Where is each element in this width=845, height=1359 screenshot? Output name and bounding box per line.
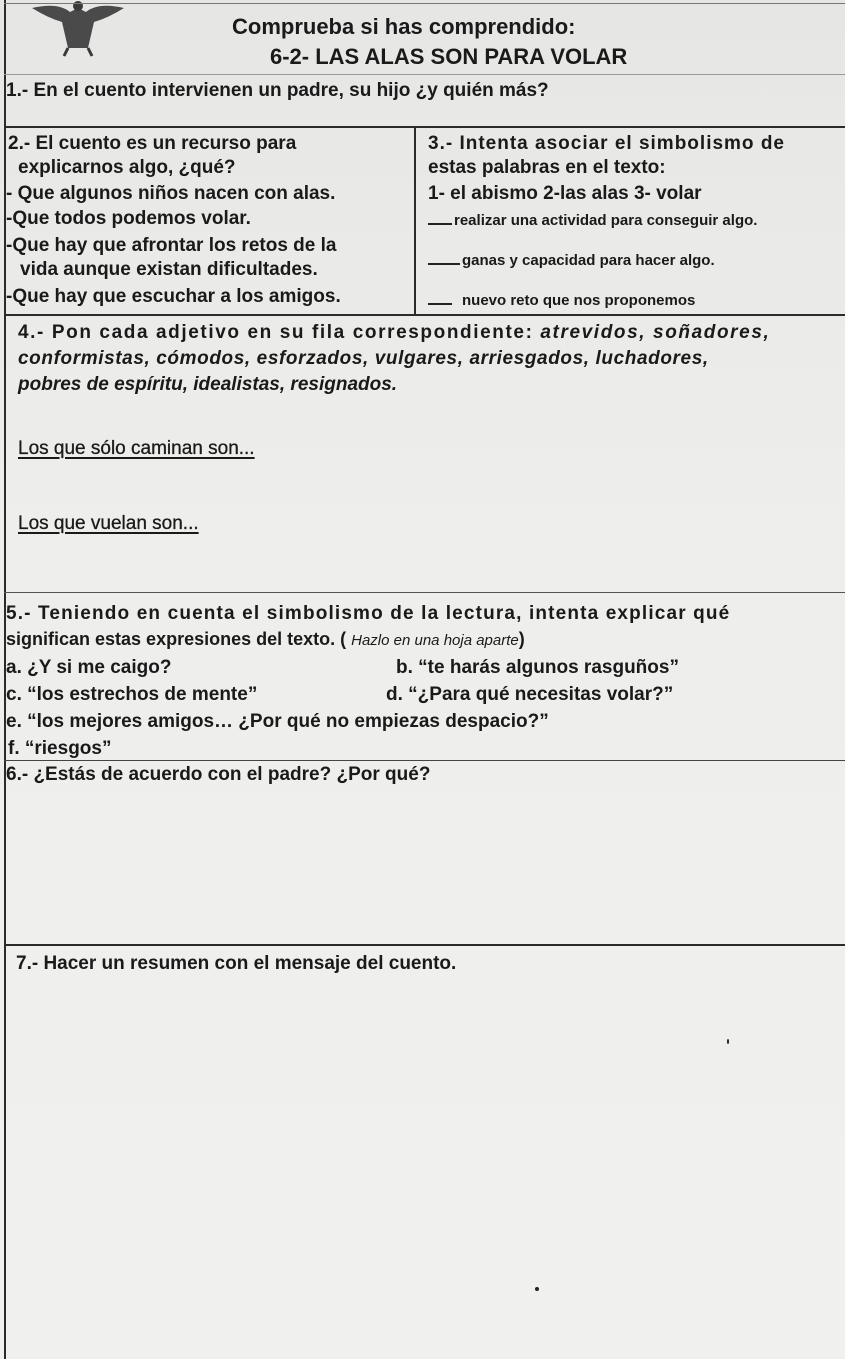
answer-blank[interactable] bbox=[428, 295, 452, 305]
q3-def-2: ganas y capacidad para hacer algo. bbox=[428, 250, 715, 272]
column-divider bbox=[414, 126, 416, 316]
q5-item-b: b. “te harás algunos rasguños” bbox=[396, 657, 679, 678]
q2-option-2: -Que todos podemos volar. bbox=[6, 208, 251, 229]
paper-speck bbox=[727, 1039, 729, 1044]
page-title: Comprueba si has comprendido: bbox=[232, 14, 576, 39]
q3-words: 1- el abismo 2-las alas 3- volar bbox=[428, 183, 702, 204]
q6-answer-area[interactable] bbox=[10, 792, 840, 942]
question-6: 6.- ¿Estás de acuerdo con el padre? ¿Por qué? bbox=[6, 764, 431, 785]
winged-figure-logo bbox=[28, 0, 128, 58]
flyers-label: Los que vuelan son... bbox=[18, 513, 199, 534]
question-2-line1: 2.- El cuento es un recurso para bbox=[8, 133, 297, 154]
top-border bbox=[4, 3, 845, 4]
divider bbox=[4, 592, 845, 593]
question-2-line2: explicarnos algo, ¿qué? bbox=[18, 157, 236, 178]
question-4-line3: pobres de espíritu, idealistas, resignados. bbox=[18, 374, 398, 395]
question-5-line2: significan estas expresiones del texto. ( Hazlo en una hoja aparte) bbox=[6, 629, 525, 649]
divider bbox=[4, 314, 845, 316]
divider bbox=[4, 74, 845, 75]
divider bbox=[4, 760, 845, 761]
q2-option-3: -Que hay que afrontar los retos de la bbox=[6, 235, 337, 256]
q5-item-d: d. “¿Para qué necesitas volar?” bbox=[386, 684, 674, 705]
q2-option-1: - Que algunos niños nacen con alas. bbox=[6, 183, 336, 204]
q2-option-3-cont: vida aunque existan dificultades. bbox=[20, 259, 318, 280]
page-subtitle: 6-2- LAS ALAS SON PARA VOLAR bbox=[270, 44, 628, 69]
q5-item-e: e. “los mejores amigos… ¿Por qué no empiezas despacio?” bbox=[6, 711, 549, 732]
answer-blank[interactable] bbox=[428, 259, 460, 265]
q5-item-f: f. “riesgos” bbox=[8, 738, 112, 759]
q5-item-c: c. “los estrechos de mente” bbox=[6, 684, 258, 705]
question-5-line1: 5.- Teniendo en cuenta el simbolismo de la lectura, intenta explicar qué bbox=[6, 603, 731, 624]
question-4-line1: 4.- Pon cada adjetivo en su fila correspondiente: atrevidos, soñadores, bbox=[18, 322, 771, 343]
question-3-line2: estas palabras en el texto: bbox=[428, 157, 666, 178]
q3-def-3: nuevo reto que nos proponemos bbox=[428, 290, 695, 312]
divider bbox=[4, 944, 845, 946]
q5-item-a: a. ¿Y si me caigo? bbox=[6, 657, 172, 678]
walkers-label: Los que sólo caminan son... bbox=[18, 438, 255, 459]
question-4-line2: conformistas, cómodos, esforzados, vulgares, arriesgados, luchadores, bbox=[18, 348, 709, 369]
divider bbox=[4, 126, 845, 128]
answer-blank[interactable] bbox=[428, 215, 452, 225]
q2-option-4: -Que hay que escuchar a los amigos. bbox=[6, 286, 341, 307]
q7-answer-area[interactable] bbox=[10, 982, 840, 1352]
question-7: 7.- Hacer un resumen con el mensaje del cuento. bbox=[16, 953, 457, 974]
paper-speck bbox=[535, 1287, 539, 1291]
q3-def-1: realizar una actividad para conseguir algo. bbox=[428, 210, 757, 232]
question-3-line1: 3.- Intenta asociar el simbolismo de bbox=[428, 133, 785, 154]
question-1: 1.- En el cuento intervienen un padre, su hijo ¿y quién más? bbox=[6, 80, 549, 101]
